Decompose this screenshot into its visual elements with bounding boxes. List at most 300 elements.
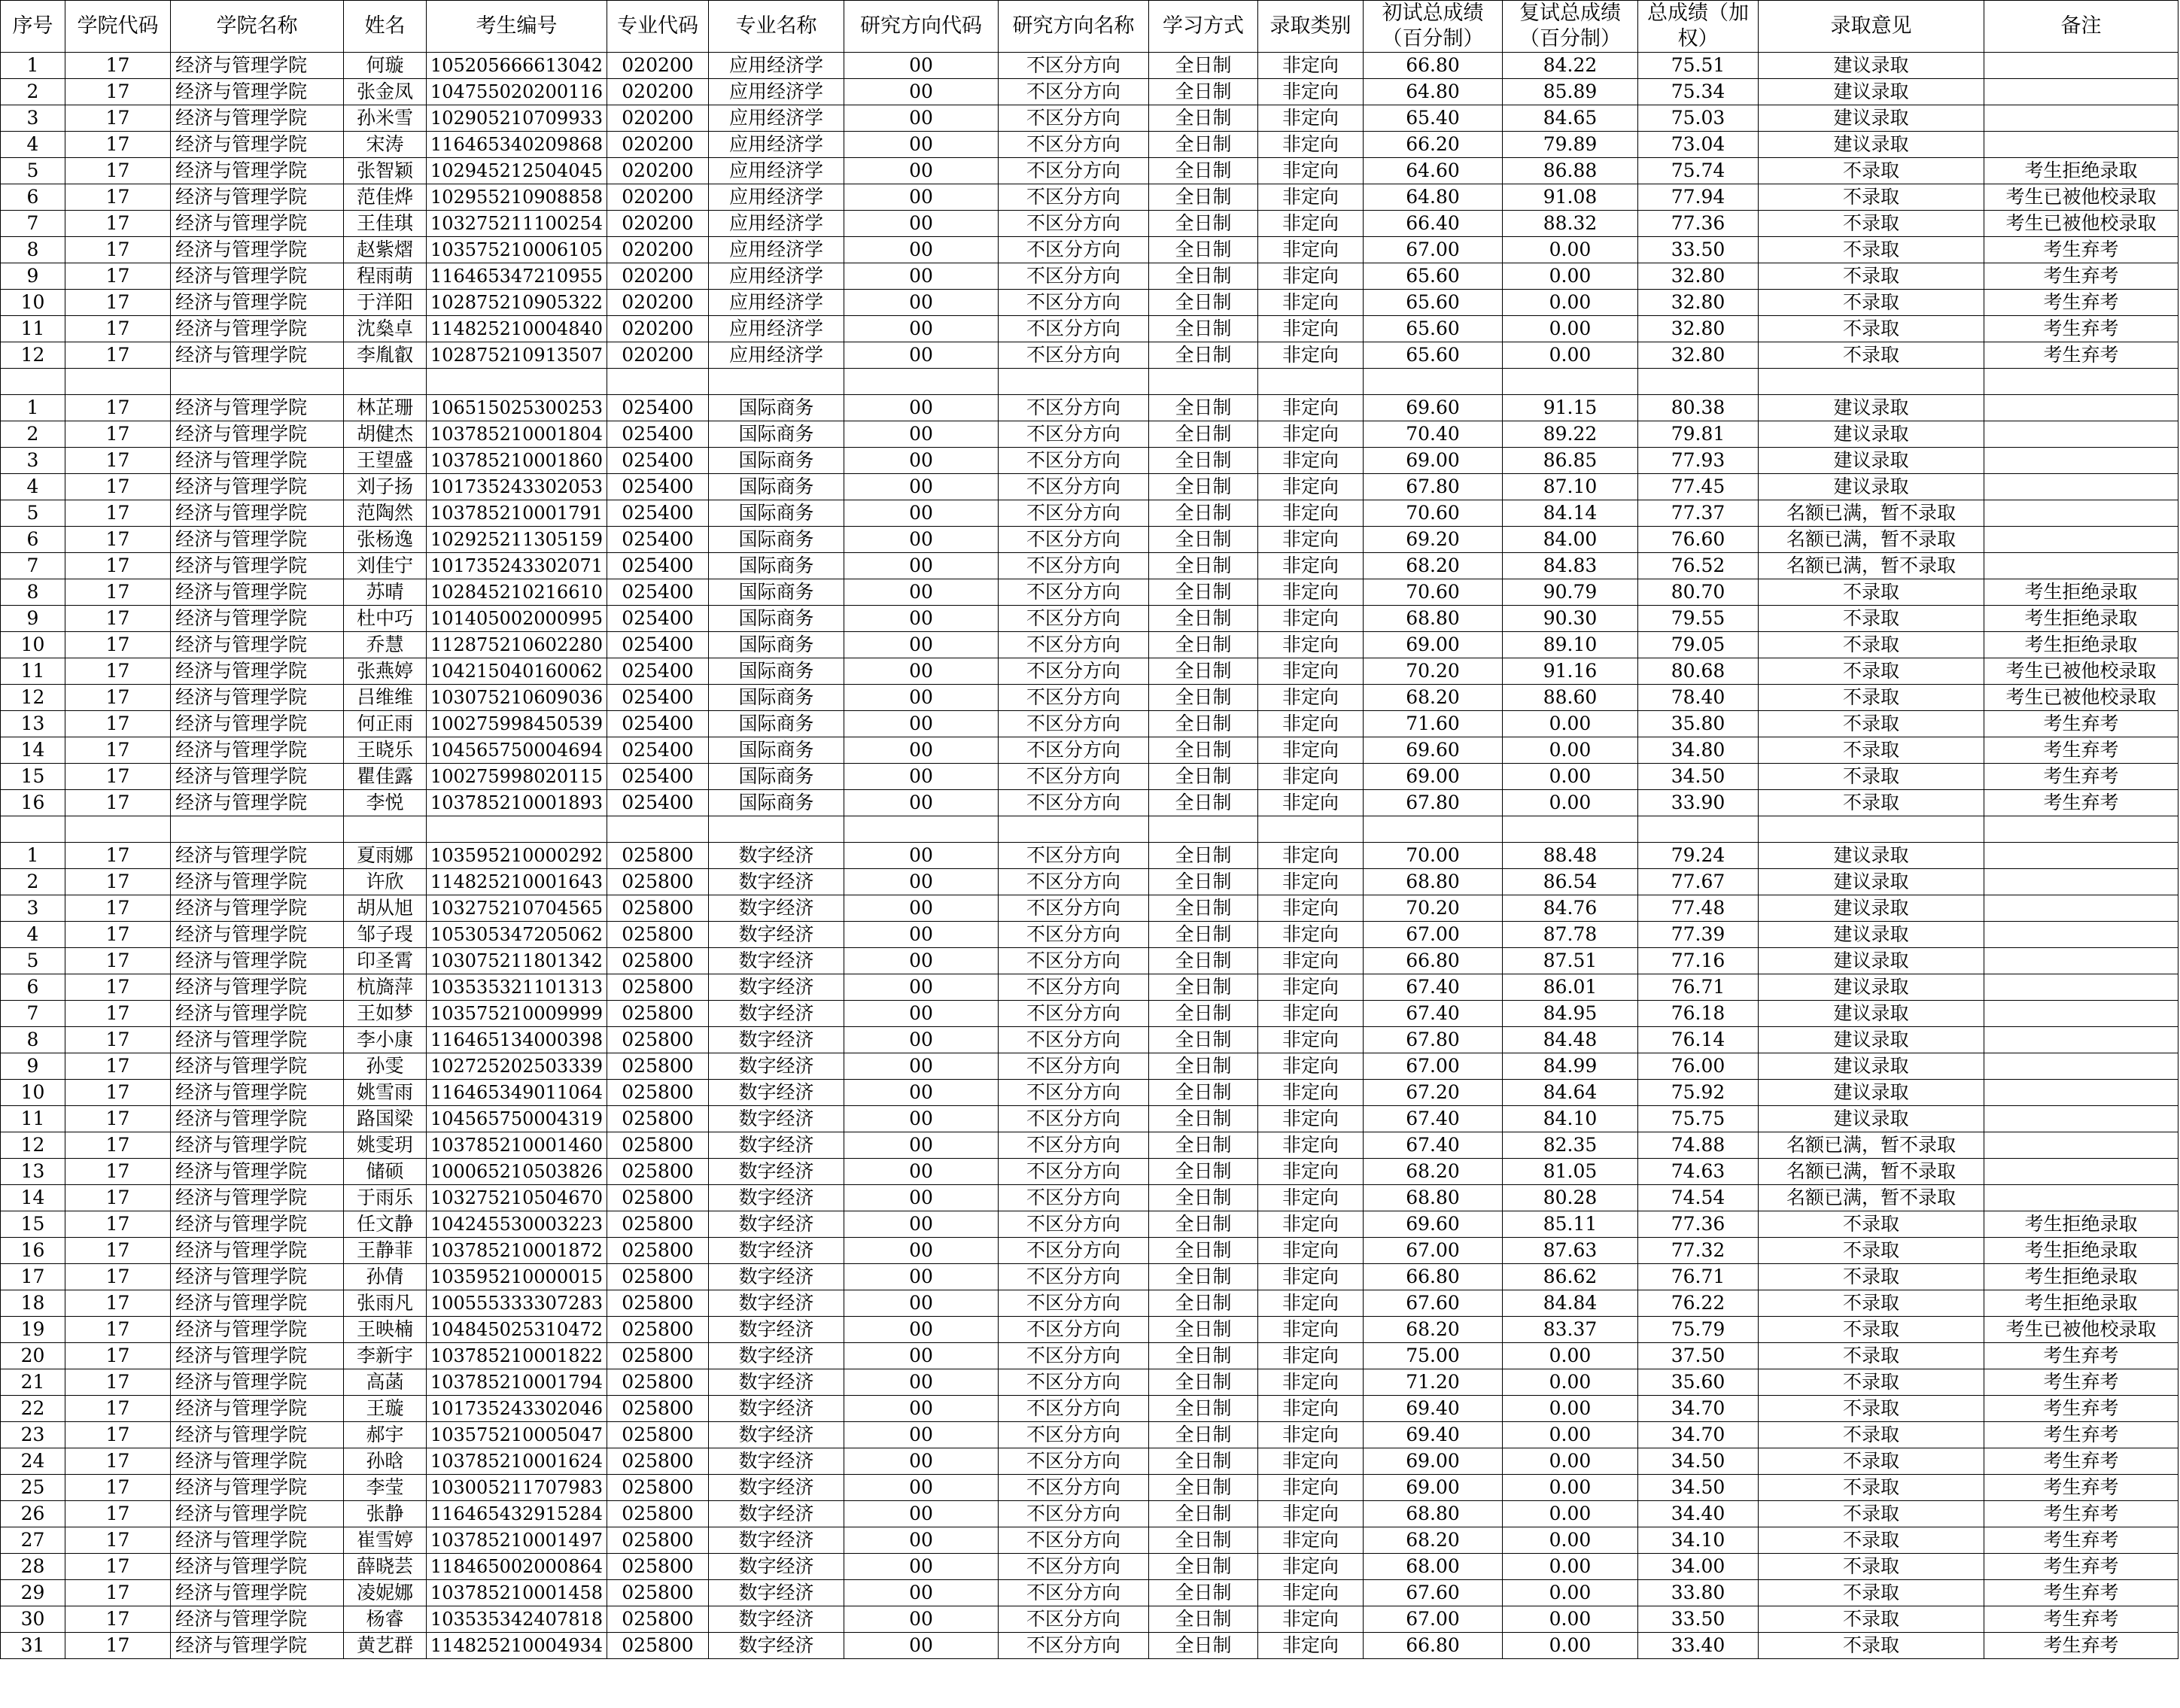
cell-admission-type: 非定向 (1258, 211, 1364, 237)
cell-direction-code: 00 (844, 500, 999, 527)
cell-student-name: 王晓乐 (344, 737, 427, 764)
cell-total-score: 76.60 (1638, 527, 1759, 553)
cell-candidate-id: 100275998450539 (427, 711, 607, 737)
cell-direction-name: 不区分方向 (999, 132, 1149, 158)
cell-candidate-id: 114825210004934 (427, 1633, 607, 1659)
cell-major-code: 025800 (607, 1238, 709, 1264)
cell-admission-type: 非定向 (1258, 158, 1364, 184)
cell-total-score: 77.37 (1638, 500, 1759, 527)
cell-admission-opinion: 不录取 (1759, 1422, 1984, 1448)
cell-remark: 考生已被他校录取 (1984, 1317, 2178, 1343)
cell-candidate-id: 100555333307283 (427, 1290, 607, 1317)
cell-direction-code: 00 (844, 658, 999, 685)
cell-student-name: 李新宇 (344, 1343, 427, 1369)
cell-direction-code: 00 (844, 290, 999, 316)
cell-total-score: 34.50 (1638, 1448, 1759, 1475)
cell-student-name: 王佳琪 (344, 211, 427, 237)
cell-study-mode: 全日制 (1149, 79, 1258, 105)
cell-major-code: 025800 (607, 1053, 709, 1080)
cell-admission-opinion: 建议录取 (1759, 421, 1984, 448)
cell-college-code: 17 (65, 1106, 171, 1132)
cell-total-score: 34.80 (1638, 737, 1759, 764)
cell-study-mode: 全日制 (1149, 1185, 1258, 1211)
cell-direction-code: 00 (844, 263, 999, 290)
cell-admission-type: 非定向 (1258, 948, 1364, 974)
cell-remark: 考生拒绝录取 (1984, 1238, 2178, 1264)
cell-initial-score: 68.20 (1364, 1317, 1503, 1343)
table-row (1, 790, 2178, 816)
cell-major-code: 025800 (607, 843, 709, 869)
cell-remark (1984, 1132, 2178, 1159)
cell-seq: 12 (1, 342, 65, 369)
cell-retest-score: 0.00 (1503, 1475, 1638, 1501)
header-study-mode: 学习方式 (1149, 1, 1258, 53)
cell-remark: 考生弃考 (1984, 1501, 2178, 1527)
cell-college-name: 经济与管理学院 (171, 711, 344, 737)
cell-admission-opinion: 不录取 (1759, 685, 1984, 711)
cell-admission-type: 非定向 (1258, 474, 1364, 500)
cell-college-code: 17 (65, 316, 171, 342)
cell-student-name: 孙米雪 (344, 105, 427, 132)
empty-cell (709, 816, 844, 843)
cell-initial-score: 70.00 (1364, 843, 1503, 869)
cell-initial-score: 64.80 (1364, 184, 1503, 211)
cell-study-mode: 全日制 (1149, 527, 1258, 553)
group-separator-row (1, 816, 2178, 843)
cell-admission-type: 非定向 (1258, 1580, 1364, 1606)
cell-major-code: 020200 (607, 79, 709, 105)
cell-major-name: 数字经济 (709, 1106, 844, 1132)
cell-candidate-id: 104755020200116 (427, 79, 607, 105)
cell-major-name: 数字经济 (709, 974, 844, 1001)
group-separator-row (1, 369, 2178, 395)
cell-major-code: 025400 (607, 553, 709, 579)
cell-direction-name: 不区分方向 (999, 1448, 1149, 1475)
table-row (1, 1238, 2178, 1264)
cell-direction-code: 00 (844, 421, 999, 448)
cell-candidate-id: 102905210709933 (427, 105, 607, 132)
cell-remark (1984, 553, 2178, 579)
cell-candidate-id: 114825210001643 (427, 869, 607, 895)
cell-admission-type: 非定向 (1258, 790, 1364, 816)
cell-candidate-id: 103595210000015 (427, 1264, 607, 1290)
cell-college-name: 经济与管理学院 (171, 1580, 344, 1606)
cell-major-code: 020200 (607, 342, 709, 369)
cell-direction-code: 00 (844, 1606, 999, 1633)
cell-retest-score: 86.01 (1503, 974, 1638, 1001)
cell-total-score: 33.50 (1638, 237, 1759, 263)
empty-cell (171, 816, 344, 843)
cell-college-code: 17 (65, 474, 171, 500)
cell-student-name: 范佳烨 (344, 184, 427, 211)
cell-college-name: 经济与管理学院 (171, 632, 344, 658)
cell-admission-type: 非定向 (1258, 895, 1364, 922)
cell-study-mode: 全日制 (1149, 843, 1258, 869)
table-row (1, 500, 2178, 527)
cell-study-mode: 全日制 (1149, 711, 1258, 737)
cell-retest-score: 0.00 (1503, 1422, 1638, 1448)
empty-cell (607, 816, 709, 843)
cell-study-mode: 全日制 (1149, 1606, 1258, 1633)
cell-major-name: 数字经济 (709, 1606, 844, 1633)
cell-direction-name: 不区分方向 (999, 263, 1149, 290)
cell-study-mode: 全日制 (1149, 1580, 1258, 1606)
cell-study-mode: 全日制 (1149, 658, 1258, 685)
cell-student-name: 李胤叡 (344, 342, 427, 369)
cell-college-code: 17 (65, 1290, 171, 1317)
cell-study-mode: 全日制 (1149, 606, 1258, 632)
cell-retest-score: 85.89 (1503, 79, 1638, 105)
cell-candidate-id: 103785210001794 (427, 1369, 607, 1396)
table-row (1, 474, 2178, 500)
cell-initial-score: 68.20 (1364, 1527, 1503, 1554)
cell-remark (1984, 1080, 2178, 1106)
cell-major-name: 国际商务 (709, 606, 844, 632)
cell-student-name: 姚雪雨 (344, 1080, 427, 1106)
cell-student-name: 宋涛 (344, 132, 427, 158)
table-row (1, 606, 2178, 632)
cell-college-code: 17 (65, 237, 171, 263)
cell-direction-code: 00 (844, 1132, 999, 1159)
cell-college-name: 经济与管理学院 (171, 237, 344, 263)
cell-major-name: 数字经济 (709, 1475, 844, 1501)
cell-direction-code: 00 (844, 1317, 999, 1343)
cell-admission-opinion: 不录取 (1759, 158, 1984, 184)
cell-direction-code: 00 (844, 105, 999, 132)
cell-college-name: 经济与管理学院 (171, 1238, 344, 1264)
cell-total-score: 34.10 (1638, 1527, 1759, 1554)
cell-initial-score: 66.40 (1364, 211, 1503, 237)
cell-major-name: 国际商务 (709, 658, 844, 685)
cell-college-code: 17 (65, 342, 171, 369)
cell-major-code: 025800 (607, 1132, 709, 1159)
cell-remark: 考生已被他校录取 (1984, 211, 2178, 237)
cell-retest-score: 0.00 (1503, 1554, 1638, 1580)
cell-initial-score: 66.80 (1364, 1633, 1503, 1659)
cell-remark (1984, 500, 2178, 527)
cell-initial-score: 71.60 (1364, 711, 1503, 737)
cell-admission-type: 非定向 (1258, 1159, 1364, 1185)
cell-student-name: 杜中巧 (344, 606, 427, 632)
cell-total-score: 33.50 (1638, 1606, 1759, 1633)
cell-study-mode: 全日制 (1149, 974, 1258, 1001)
cell-college-name: 经济与管理学院 (171, 895, 344, 922)
cell-major-name: 国际商务 (709, 579, 844, 606)
cell-candidate-id: 101735243302071 (427, 553, 607, 579)
cell-study-mode: 全日制 (1149, 1106, 1258, 1132)
cell-college-name: 经济与管理学院 (171, 764, 344, 790)
table-row (1, 658, 2178, 685)
cell-candidate-id: 103005211707983 (427, 1475, 607, 1501)
table-row (1, 1132, 2178, 1159)
header-remark: 备注 (1984, 1, 2178, 53)
cell-admission-opinion: 建议录取 (1759, 448, 1984, 474)
cell-college-name: 经济与管理学院 (171, 579, 344, 606)
cell-college-name: 经济与管理学院 (171, 1527, 344, 1554)
cell-seq: 30 (1, 1606, 65, 1633)
cell-total-score: 35.80 (1638, 711, 1759, 737)
cell-remark: 考生弃考 (1984, 342, 2178, 369)
cell-admission-opinion: 名额已满，暂不录取 (1759, 1132, 1984, 1159)
cell-student-name: 黄艺群 (344, 1633, 427, 1659)
cell-candidate-id: 103575210006105 (427, 237, 607, 263)
cell-major-name: 数字经济 (709, 869, 844, 895)
cell-total-score: 75.51 (1638, 53, 1759, 79)
cell-college-name: 经济与管理学院 (171, 974, 344, 1001)
cell-college-name: 经济与管理学院 (171, 1264, 344, 1290)
cell-total-score: 79.24 (1638, 843, 1759, 869)
cell-student-name: 孙雯 (344, 1053, 427, 1080)
cell-college-name: 经济与管理学院 (171, 1633, 344, 1659)
cell-admission-type: 非定向 (1258, 1554, 1364, 1580)
cell-student-name: 吕维维 (344, 685, 427, 711)
cell-admission-opinion: 建议录取 (1759, 1001, 1984, 1027)
cell-major-name: 数字经济 (709, 1317, 844, 1343)
cell-study-mode: 全日制 (1149, 1080, 1258, 1106)
cell-seq: 5 (1, 500, 65, 527)
cell-college-name: 经济与管理学院 (171, 1369, 344, 1396)
cell-candidate-id: 102945212504045 (427, 158, 607, 184)
cell-admission-opinion: 建议录取 (1759, 1053, 1984, 1080)
cell-seq: 13 (1, 711, 65, 737)
cell-student-name: 刘佳宁 (344, 553, 427, 579)
cell-major-code: 025800 (607, 1211, 709, 1238)
cell-study-mode: 全日制 (1149, 1027, 1258, 1053)
cell-college-code: 17 (65, 1185, 171, 1211)
cell-college-name: 经济与管理学院 (171, 1343, 344, 1369)
header-major-code: 专业代码 (607, 1, 709, 53)
cell-major-code: 025800 (607, 1264, 709, 1290)
cell-admission-type: 非定向 (1258, 843, 1364, 869)
cell-college-code: 17 (65, 1448, 171, 1475)
cell-total-score: 79.05 (1638, 632, 1759, 658)
cell-college-code: 17 (65, 105, 171, 132)
cell-initial-score: 66.20 (1364, 132, 1503, 158)
cell-candidate-id: 104845025310472 (427, 1317, 607, 1343)
cell-seq: 9 (1, 1053, 65, 1080)
cell-college-name: 经济与管理学院 (171, 158, 344, 184)
cell-retest-score: 91.16 (1503, 658, 1638, 685)
cell-admission-opinion: 不录取 (1759, 764, 1984, 790)
cell-direction-name: 不区分方向 (999, 579, 1149, 606)
cell-remark (1984, 922, 2178, 948)
cell-college-name: 经济与管理学院 (171, 184, 344, 211)
cell-retest-score: 84.84 (1503, 1290, 1638, 1317)
cell-college-code: 17 (65, 1027, 171, 1053)
cell-candidate-id: 101735243302053 (427, 474, 607, 500)
cell-total-score: 77.36 (1638, 211, 1759, 237)
cell-seq: 22 (1, 1396, 65, 1422)
cell-initial-score: 67.00 (1364, 922, 1503, 948)
cell-initial-score: 64.60 (1364, 158, 1503, 184)
cell-admission-opinion: 不录取 (1759, 1475, 1984, 1501)
cell-seq: 1 (1, 395, 65, 421)
cell-remark (1984, 53, 2178, 79)
cell-study-mode: 全日制 (1149, 737, 1258, 764)
cell-direction-name: 不区分方向 (999, 1001, 1149, 1027)
cell-college-name: 经济与管理学院 (171, 53, 344, 79)
cell-direction-name: 不区分方向 (999, 1317, 1149, 1343)
cell-major-code: 020200 (607, 237, 709, 263)
cell-major-code: 025400 (607, 685, 709, 711)
cell-admission-opinion: 不录取 (1759, 606, 1984, 632)
cell-college-code: 17 (65, 132, 171, 158)
cell-total-score: 37.50 (1638, 1343, 1759, 1369)
cell-remark (1984, 974, 2178, 1001)
cell-college-name: 经济与管理学院 (171, 500, 344, 527)
cell-study-mode: 全日制 (1149, 316, 1258, 342)
cell-seq: 9 (1, 263, 65, 290)
cell-major-code: 020200 (607, 263, 709, 290)
cell-candidate-id: 102875210913507 (427, 342, 607, 369)
cell-direction-code: 00 (844, 237, 999, 263)
cell-direction-name: 不区分方向 (999, 1554, 1149, 1580)
cell-total-score: 77.93 (1638, 448, 1759, 474)
cell-total-score: 33.90 (1638, 790, 1759, 816)
cell-initial-score: 68.80 (1364, 606, 1503, 632)
cell-college-name: 经济与管理学院 (171, 1501, 344, 1527)
cell-college-code: 17 (65, 211, 171, 237)
header-direction-code: 研究方向代码 (844, 1, 999, 53)
cell-total-score: 77.94 (1638, 184, 1759, 211)
table-row (1, 1027, 2178, 1053)
cell-retest-score: 89.10 (1503, 632, 1638, 658)
cell-candidate-id: 102875210905322 (427, 290, 607, 316)
cell-direction-name: 不区分方向 (999, 1264, 1149, 1290)
cell-seq: 21 (1, 1369, 65, 1396)
cell-major-name: 数字经济 (709, 1132, 844, 1159)
cell-student-name: 杭旖萍 (344, 974, 427, 1001)
cell-remark (1984, 1027, 2178, 1053)
empty-cell (427, 369, 607, 395)
table-row (1, 1211, 2178, 1238)
cell-major-name: 国际商务 (709, 553, 844, 579)
cell-admission-opinion: 不录取 (1759, 1264, 1984, 1290)
cell-total-score: 34.70 (1638, 1422, 1759, 1448)
cell-retest-score: 0.00 (1503, 1448, 1638, 1475)
cell-major-code: 020200 (607, 184, 709, 211)
cell-admission-opinion: 不录取 (1759, 790, 1984, 816)
cell-study-mode: 全日制 (1149, 474, 1258, 500)
cell-total-score: 34.70 (1638, 1396, 1759, 1422)
cell-direction-name: 不区分方向 (999, 1422, 1149, 1448)
cell-remark: 考生弃考 (1984, 290, 2178, 316)
table-row (1, 1422, 2178, 1448)
cell-study-mode: 全日制 (1149, 685, 1258, 711)
cell-retest-score: 0.00 (1503, 1396, 1638, 1422)
cell-study-mode: 全日制 (1149, 948, 1258, 974)
cell-student-name: 杨睿 (344, 1606, 427, 1633)
cell-remark: 考生已被他校录取 (1984, 685, 2178, 711)
cell-retest-score: 85.11 (1503, 1211, 1638, 1238)
cell-retest-score: 79.89 (1503, 132, 1638, 158)
cell-direction-name: 不区分方向 (999, 685, 1149, 711)
cell-admission-opinion: 建议录取 (1759, 922, 1984, 948)
cell-admission-opinion: 名额已满，暂不录取 (1759, 527, 1984, 553)
cell-college-code: 17 (65, 1001, 171, 1027)
cell-study-mode: 全日制 (1149, 1211, 1258, 1238)
cell-study-mode: 全日制 (1149, 395, 1258, 421)
cell-total-score: 76.71 (1638, 974, 1759, 1001)
cell-major-code: 025800 (607, 1290, 709, 1317)
cell-total-score: 34.50 (1638, 1475, 1759, 1501)
cell-initial-score: 68.20 (1364, 553, 1503, 579)
cell-admission-opinion: 不录取 (1759, 1317, 1984, 1343)
cell-retest-score: 88.32 (1503, 211, 1638, 237)
cell-seq: 23 (1, 1422, 65, 1448)
cell-study-mode: 全日制 (1149, 421, 1258, 448)
cell-major-name: 数字经济 (709, 895, 844, 922)
cell-major-name: 国际商务 (709, 737, 844, 764)
cell-major-name: 应用经济学 (709, 211, 844, 237)
cell-retest-score: 84.76 (1503, 895, 1638, 922)
cell-direction-name: 不区分方向 (999, 527, 1149, 553)
cell-seq: 2 (1, 421, 65, 448)
cell-seq: 3 (1, 105, 65, 132)
cell-direction-code: 00 (844, 1159, 999, 1185)
cell-admission-type: 非定向 (1258, 1633, 1364, 1659)
cell-major-code: 025800 (607, 1343, 709, 1369)
cell-major-name: 国际商务 (709, 421, 844, 448)
cell-admission-type: 非定向 (1258, 79, 1364, 105)
cell-study-mode: 全日制 (1149, 1132, 1258, 1159)
cell-student-name: 张静 (344, 1501, 427, 1527)
cell-college-name: 经济与管理学院 (171, 316, 344, 342)
table-row (1, 1475, 2178, 1501)
cell-direction-name: 不区分方向 (999, 790, 1149, 816)
cell-candidate-id: 101405002000995 (427, 606, 607, 632)
cell-major-name: 数字经济 (709, 1053, 844, 1080)
header-initial-score: 初试总成绩（百分制） (1364, 1, 1503, 53)
cell-seq: 12 (1, 685, 65, 711)
table-row (1, 869, 2178, 895)
cell-study-mode: 全日制 (1149, 632, 1258, 658)
cell-major-name: 数字经济 (709, 1185, 844, 1211)
cell-direction-code: 00 (844, 1343, 999, 1369)
cell-admission-opinion: 建议录取 (1759, 395, 1984, 421)
cell-major-name: 数字经济 (709, 1501, 844, 1527)
cell-major-name: 数字经济 (709, 922, 844, 948)
cell-college-code: 17 (65, 1317, 171, 1343)
cell-retest-score: 0.00 (1503, 1633, 1638, 1659)
cell-remark: 考生弃考 (1984, 1396, 2178, 1422)
table-row (1, 974, 2178, 1001)
cell-major-name: 数字经济 (709, 1001, 844, 1027)
cell-initial-score: 70.40 (1364, 421, 1503, 448)
cell-major-code: 025800 (607, 1448, 709, 1475)
header-candidate-id: 考生编号 (427, 1, 607, 53)
cell-admission-type: 非定向 (1258, 1132, 1364, 1159)
cell-major-name: 国际商务 (709, 448, 844, 474)
cell-total-score: 77.16 (1638, 948, 1759, 974)
cell-remark (1984, 421, 2178, 448)
cell-student-name: 程雨萌 (344, 263, 427, 290)
cell-admission-type: 非定向 (1258, 1396, 1364, 1422)
cell-admission-opinion: 不录取 (1759, 579, 1984, 606)
cell-admission-type: 非定向 (1258, 105, 1364, 132)
cell-college-code: 17 (65, 632, 171, 658)
cell-retest-score: 0.00 (1503, 237, 1638, 263)
cell-remark (1984, 448, 2178, 474)
cell-initial-score: 67.40 (1364, 1106, 1503, 1132)
cell-admission-opinion: 不录取 (1759, 1343, 1984, 1369)
cell-admission-type: 非定向 (1258, 737, 1364, 764)
cell-major-code: 020200 (607, 316, 709, 342)
cell-college-name: 经济与管理学院 (171, 132, 344, 158)
cell-major-code: 025800 (607, 1475, 709, 1501)
table-row (1, 53, 2178, 79)
cell-college-name: 经济与管理学院 (171, 1475, 344, 1501)
